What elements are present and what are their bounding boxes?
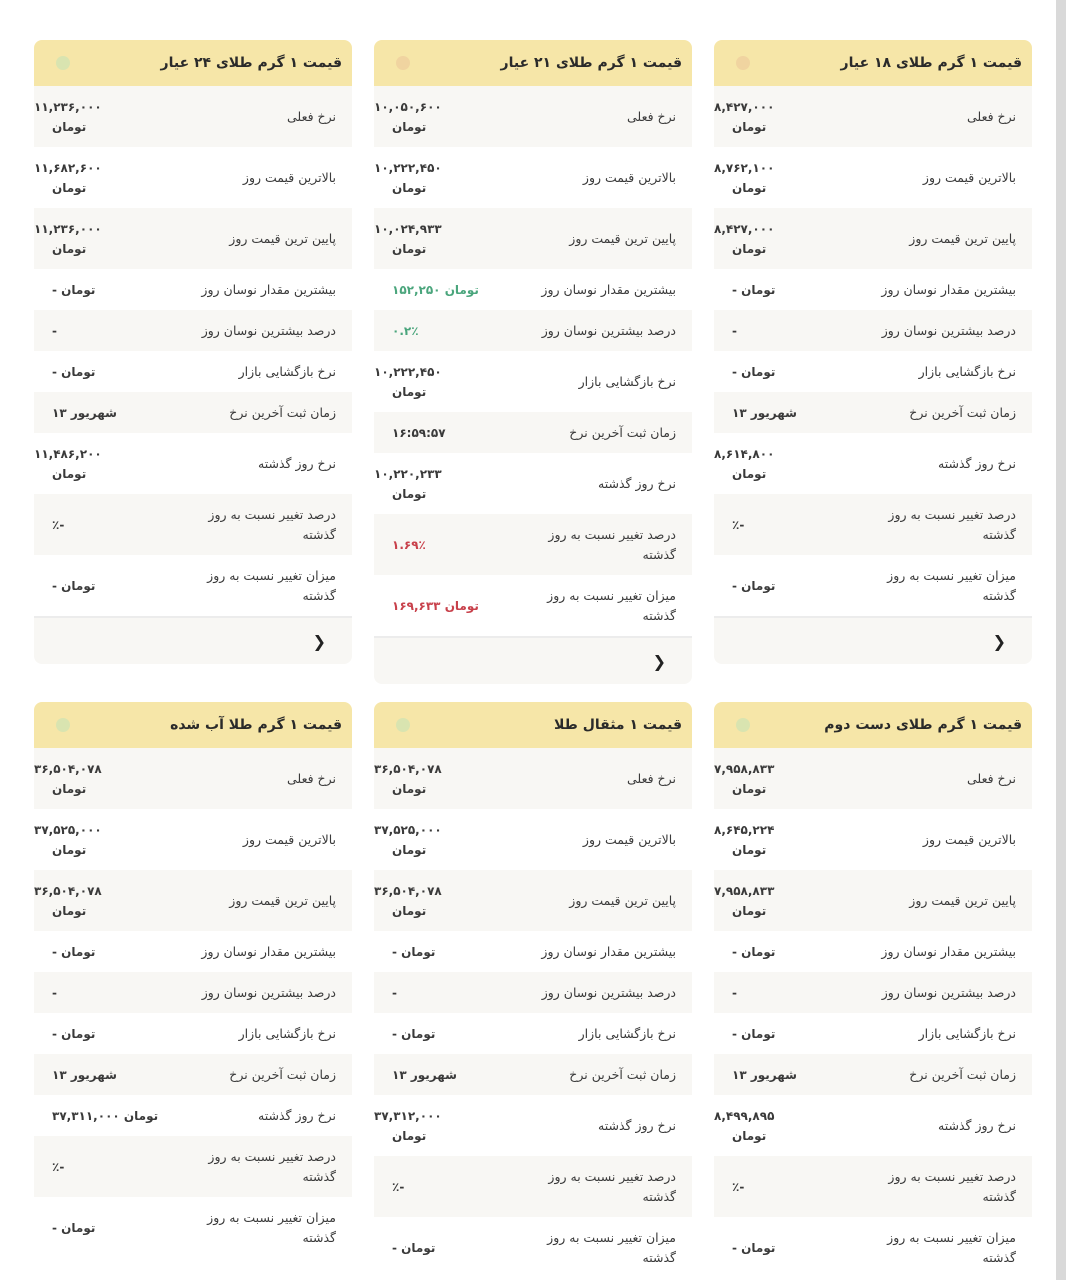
row-label: میزان تغییر نسبت به روز گذشته bbox=[207, 567, 336, 603]
table-row bbox=[714, 1095, 1032, 1156]
price-number: ۸,۴۲۷,۰۰۰ bbox=[714, 99, 775, 114]
row-label: بالاترین قیمت روز bbox=[922, 169, 1016, 185]
table-row bbox=[714, 1217, 1032, 1278]
row-value: - تومان bbox=[732, 944, 776, 959]
price-number: ۱۱,۴۸۶,۲۰۰ bbox=[34, 446, 102, 461]
price-number: ۸,۶۴۵,۲۲۴ bbox=[714, 822, 775, 837]
table-row bbox=[714, 86, 1032, 147]
currency-label: تومان bbox=[732, 903, 767, 918]
table-row bbox=[34, 870, 352, 931]
row-value: - bbox=[732, 323, 737, 338]
table-row bbox=[374, 1013, 692, 1054]
status-dot-icon bbox=[56, 718, 70, 732]
row-label: زمان ثبت آخرین نرخ bbox=[229, 404, 336, 420]
price-card bbox=[374, 702, 692, 1278]
row-label: درصد بیشترین نوسان روز bbox=[201, 984, 336, 1000]
price-rows bbox=[714, 86, 1032, 616]
row-label: میزان تغییر نسبت به روز گذشته bbox=[207, 1209, 336, 1245]
row-label: نرخ روز گذشته bbox=[938, 455, 1016, 471]
row-label: بیشترین مقدار نوسان روز bbox=[881, 943, 1016, 959]
row-label: زمان ثبت آخرین نرخ bbox=[909, 1066, 1016, 1082]
price-number: ۱۰,۲۲۲,۴۵۰ bbox=[374, 364, 442, 379]
table-row bbox=[374, 412, 692, 453]
row-label: نرخ روز گذشته bbox=[598, 1117, 676, 1133]
row-value: ۰.۲٪ bbox=[392, 323, 419, 338]
row-label: درصد تغییر نسبت به روز گذشته bbox=[208, 1148, 336, 1184]
table-row bbox=[374, 269, 692, 310]
row-value: ۱۳ شهریور bbox=[732, 1067, 797, 1082]
card-title: قیمت ۱ گرم طلای ۱۸ عیار bbox=[840, 55, 1022, 71]
card-title: قیمت ۱ گرم طلا آب شده bbox=[170, 717, 342, 733]
currency-label: تومان bbox=[732, 466, 767, 481]
table-row bbox=[714, 809, 1032, 870]
row-value bbox=[34, 219, 164, 259]
row-value: - bbox=[52, 985, 57, 1000]
row-label: درصد بیشترین نوسان روز bbox=[541, 322, 676, 338]
table-row bbox=[34, 208, 352, 269]
row-label: درصد تغییر نسبت به روز گذشته bbox=[888, 506, 1016, 542]
currency-label: تومان bbox=[392, 119, 427, 134]
currency-label: تومان bbox=[732, 842, 767, 857]
row-value: - bbox=[52, 323, 57, 338]
row-value bbox=[714, 759, 844, 799]
row-label: پایین ترین قیمت روز bbox=[229, 892, 336, 908]
row-label: درصد تغییر نسبت به روز گذشته bbox=[888, 1168, 1016, 1204]
row-label: نرخ فعلی bbox=[627, 108, 676, 124]
card-header bbox=[34, 702, 352, 748]
row-value bbox=[714, 219, 844, 259]
row-label: نرخ روز گذشته bbox=[598, 475, 676, 491]
row-value bbox=[374, 158, 504, 198]
currency-label: تومان bbox=[52, 903, 87, 918]
table-row bbox=[714, 392, 1032, 433]
currency-label: تومان bbox=[52, 119, 87, 134]
row-label: نرخ روز گذشته bbox=[258, 1107, 336, 1123]
row-value: - تومان bbox=[52, 578, 96, 593]
row-value: ٪- bbox=[732, 517, 745, 532]
price-number: ۱۰,۲۲۲,۴۵۰ bbox=[374, 160, 442, 175]
row-value bbox=[34, 97, 164, 137]
status-dot-icon bbox=[396, 56, 410, 70]
row-value: - تومان bbox=[52, 364, 96, 379]
card-title: قیمت ۱ گرم طلای دست دوم bbox=[824, 717, 1022, 733]
table-row bbox=[714, 748, 1032, 809]
row-label: بیشترین مقدار نوسان روز bbox=[541, 281, 676, 297]
table-row bbox=[374, 809, 692, 870]
table-row bbox=[374, 147, 692, 208]
table-row bbox=[34, 147, 352, 208]
currency-label: تومان bbox=[52, 466, 87, 481]
row-value: - تومان bbox=[732, 282, 776, 297]
card-title: قیمت ۱ گرم طلای ۲۴ عیار bbox=[160, 55, 342, 71]
table-row bbox=[714, 870, 1032, 931]
row-label: درصد تغییر نسبت به روز گذشته bbox=[208, 506, 336, 542]
price-rows bbox=[374, 86, 692, 636]
table-row bbox=[714, 494, 1032, 555]
table-row bbox=[374, 972, 692, 1013]
row-label: درصد بیشترین نوسان روز bbox=[881, 984, 1016, 1000]
table-row bbox=[714, 147, 1032, 208]
table-row bbox=[714, 555, 1032, 616]
card-footer bbox=[714, 616, 1032, 664]
row-label: بیشترین مقدار نوسان روز bbox=[201, 281, 336, 297]
row-value: - تومان bbox=[52, 282, 96, 297]
price-number: ۱۱,۶۸۲,۶۰۰ bbox=[34, 160, 102, 175]
row-label: پایین ترین قیمت روز bbox=[569, 892, 676, 908]
row-label: زمان ثبت آخرین نرخ bbox=[569, 1066, 676, 1082]
table-row bbox=[374, 1217, 692, 1278]
price-rows bbox=[374, 748, 692, 1278]
row-label: درصد بیشترین نوسان روز bbox=[881, 322, 1016, 338]
table-row bbox=[34, 748, 352, 809]
table-row bbox=[714, 972, 1032, 1013]
row-label: نرخ روز گذشته bbox=[938, 1117, 1016, 1133]
table-row bbox=[374, 931, 692, 972]
currency-label: تومان bbox=[392, 781, 427, 796]
row-value: ٪- bbox=[52, 1159, 65, 1174]
row-value: - تومان bbox=[392, 1240, 436, 1255]
row-label: نرخ بازگشایی بازار bbox=[238, 1025, 336, 1041]
table-row bbox=[374, 514, 692, 575]
price-number: ۳۶,۵۰۴,۰۷۸ bbox=[374, 883, 442, 898]
currency-label: تومان bbox=[732, 241, 767, 256]
row-label: نرخ بازگشایی بازار bbox=[578, 1025, 676, 1041]
row-value: ٪- bbox=[732, 1179, 745, 1194]
row-value bbox=[374, 97, 504, 137]
table-row bbox=[34, 1197, 352, 1258]
row-value: ۱۳ شهریور bbox=[52, 405, 117, 420]
currency-label: تومان bbox=[392, 486, 427, 501]
card-header bbox=[714, 40, 1032, 86]
card-footer bbox=[374, 636, 692, 684]
price-number: ۳۶,۵۰۴,۰۷۸ bbox=[374, 761, 442, 776]
row-label: زمان ثبت آخرین نرخ bbox=[909, 404, 1016, 420]
status-dot-icon bbox=[56, 56, 70, 70]
card-title: قیمت ۱ گرم طلای ۲۱ عیار bbox=[500, 55, 682, 71]
row-label: نرخ فعلی bbox=[287, 108, 336, 124]
row-value: - تومان bbox=[732, 1240, 776, 1255]
row-value: ٪- bbox=[392, 1179, 405, 1194]
currency-label: تومان bbox=[52, 842, 87, 857]
table-row bbox=[714, 1156, 1032, 1217]
price-card bbox=[714, 702, 1032, 1278]
page-scrollbar[interactable] bbox=[1056, 0, 1066, 1280]
chevron-left-icon[interactable]: ❮ bbox=[312, 631, 326, 651]
row-value bbox=[34, 444, 164, 484]
card-header bbox=[714, 702, 1032, 748]
row-label: بیشترین مقدار نوسان روز bbox=[541, 943, 676, 959]
table-row bbox=[34, 1013, 352, 1054]
row-value bbox=[374, 219, 504, 259]
table-row bbox=[34, 1095, 352, 1136]
table-row bbox=[374, 1156, 692, 1217]
row-label: نرخ فعلی bbox=[287, 770, 336, 786]
card-footer bbox=[34, 616, 352, 664]
row-value bbox=[374, 362, 504, 402]
price-number: ۳۷,۵۲۵,۰۰۰ bbox=[34, 822, 102, 837]
table-row bbox=[34, 1136, 352, 1197]
table-row bbox=[34, 1054, 352, 1095]
table-row bbox=[714, 1013, 1032, 1054]
price-card bbox=[374, 40, 692, 684]
row-label: میزان تغییر نسبت به روز گذشته bbox=[887, 567, 1016, 603]
row-label: درصد تغییر نسبت به روز گذشته bbox=[548, 1168, 676, 1204]
currency-label: تومان bbox=[392, 241, 427, 256]
status-dot-icon bbox=[736, 56, 750, 70]
row-label: نرخ بازگشایی بازار bbox=[918, 1025, 1016, 1041]
row-value bbox=[34, 881, 164, 921]
table-row bbox=[374, 575, 692, 636]
row-label: بالاترین قیمت روز bbox=[242, 831, 336, 847]
row-value: - تومان bbox=[392, 944, 436, 959]
card-header bbox=[374, 40, 692, 86]
currency-label: تومان bbox=[732, 781, 767, 796]
row-label: پایین ترین قیمت روز bbox=[569, 230, 676, 246]
currency-label: تومان bbox=[52, 180, 87, 195]
row-value bbox=[714, 820, 844, 860]
price-number: ۸,۷۶۲,۱۰۰ bbox=[714, 160, 775, 175]
row-value bbox=[714, 158, 844, 198]
row-label: نرخ بازگشایی بازار bbox=[238, 363, 336, 379]
currency-label: تومان bbox=[392, 384, 427, 399]
price-number: ۸,۴۹۹,۸۹۵ bbox=[714, 1108, 775, 1123]
row-value: - تومان bbox=[732, 578, 776, 593]
table-row bbox=[34, 310, 352, 351]
row-label: درصد بیشترین نوسان روز bbox=[541, 984, 676, 1000]
table-row bbox=[714, 1054, 1032, 1095]
price-number: ۸,۶۱۴,۸۰۰ bbox=[714, 446, 775, 461]
price-number: ۷,۹۵۸,۸۳۳ bbox=[714, 761, 775, 776]
row-label: بالاترین قیمت روز bbox=[242, 169, 336, 185]
row-value bbox=[374, 759, 504, 799]
row-value bbox=[374, 464, 504, 504]
currency-label: تومان bbox=[732, 119, 767, 134]
row-label: نرخ فعلی bbox=[627, 770, 676, 786]
table-row bbox=[714, 310, 1032, 351]
price-number: ۱۰,۰۲۴,۹۳۳ bbox=[374, 221, 442, 236]
row-label: میزان تغییر نسبت به روز گذشته bbox=[887, 1229, 1016, 1265]
card-header bbox=[34, 40, 352, 86]
status-dot-icon bbox=[396, 718, 410, 732]
price-rows bbox=[34, 748, 352, 1258]
row-value: ۱۶:۵۹:۵۷ bbox=[392, 425, 446, 440]
row-label: بالاترین قیمت روز bbox=[582, 831, 676, 847]
price-number: ۱۰,۲۲۰,۲۳۳ bbox=[374, 466, 442, 481]
table-row bbox=[34, 555, 352, 616]
table-row bbox=[34, 931, 352, 972]
chevron-left-icon[interactable]: ❮ bbox=[992, 631, 1006, 651]
row-value bbox=[34, 759, 164, 799]
status-dot-icon bbox=[736, 718, 750, 732]
row-value bbox=[714, 1106, 844, 1146]
price-card bbox=[714, 40, 1032, 664]
row-value: - تومان bbox=[732, 364, 776, 379]
table-row bbox=[34, 86, 352, 147]
price-number: ۳۷,۳۱۲,۰۰۰ bbox=[374, 1108, 442, 1123]
row-label: نرخ بازگشایی بازار bbox=[578, 373, 676, 389]
currency-label: تومان bbox=[52, 781, 87, 796]
table-row bbox=[34, 392, 352, 433]
price-rows bbox=[34, 86, 352, 616]
price-number: ۳۶,۵۰۴,۰۷۸ bbox=[34, 761, 102, 776]
row-value: - تومان bbox=[732, 1026, 776, 1041]
row-value: - تومان bbox=[52, 1026, 96, 1041]
table-row bbox=[714, 433, 1032, 494]
table-row bbox=[374, 351, 692, 412]
card-title: قیمت ۱ مثقال طلا bbox=[554, 717, 682, 733]
row-value: - تومان bbox=[52, 1220, 96, 1235]
chevron-left-icon[interactable]: ❮ bbox=[652, 651, 666, 671]
price-number: ۸,۴۲۷,۰۰۰ bbox=[714, 221, 775, 236]
table-row bbox=[374, 86, 692, 147]
row-label: نرخ فعلی bbox=[967, 108, 1016, 124]
price-number: ۳۷,۵۲۵,۰۰۰ bbox=[374, 822, 442, 837]
row-value: ۱۳ شهریور bbox=[52, 1067, 117, 1082]
row-value bbox=[714, 97, 844, 137]
currency-label: تومان bbox=[392, 842, 427, 857]
row-label: نرخ روز گذشته bbox=[258, 455, 336, 471]
price-card bbox=[34, 702, 352, 1258]
row-value: ۱۳ شهریور bbox=[392, 1067, 457, 1082]
row-label: پایین ترین قیمت روز bbox=[909, 892, 1016, 908]
table-row bbox=[714, 208, 1032, 269]
row-value: ۱۶۹,۶۳۳ تومان bbox=[392, 598, 479, 613]
table-row bbox=[374, 208, 692, 269]
table-row bbox=[34, 972, 352, 1013]
row-label: درصد بیشترین نوسان روز bbox=[201, 322, 336, 338]
table-row bbox=[374, 453, 692, 514]
row-value: ۳۷,۳۱۱,۰۰۰ تومان bbox=[52, 1108, 159, 1123]
currency-label: تومان bbox=[732, 1128, 767, 1143]
row-value: ٪- bbox=[52, 517, 65, 532]
row-label: پایین ترین قیمت روز bbox=[909, 230, 1016, 246]
row-value bbox=[714, 444, 844, 484]
card-header bbox=[374, 702, 692, 748]
table-row bbox=[374, 1095, 692, 1156]
row-label: زمان ثبت آخرین نرخ bbox=[229, 1066, 336, 1082]
row-label: نرخ بازگشایی بازار bbox=[918, 363, 1016, 379]
price-card bbox=[34, 40, 352, 664]
price-number: ۱۱,۲۳۶,۰۰۰ bbox=[34, 99, 102, 114]
row-value: ۱.۶۹٪ bbox=[392, 537, 426, 552]
currency-label: تومان bbox=[392, 1128, 427, 1143]
price-number: ۱۰,۰۵۰,۶۰۰ bbox=[374, 99, 442, 114]
table-row bbox=[374, 310, 692, 351]
row-value: ۱۵۲,۲۵۰ تومان bbox=[392, 282, 479, 297]
currency-label: تومان bbox=[392, 180, 427, 195]
row-label: بیشترین مقدار نوسان روز bbox=[201, 943, 336, 959]
row-value bbox=[374, 820, 504, 860]
price-number: ۷,۹۵۸,۸۳۳ bbox=[714, 883, 775, 898]
table-row bbox=[34, 494, 352, 555]
row-label: پایین ترین قیمت روز bbox=[229, 230, 336, 246]
row-value: - bbox=[732, 985, 737, 1000]
row-label: بالاترین قیمت روز bbox=[582, 169, 676, 185]
row-value bbox=[714, 881, 844, 921]
currency-label: تومان bbox=[392, 903, 427, 918]
row-value: ۱۳ شهریور bbox=[732, 405, 797, 420]
price-number: ۳۶,۵۰۴,۰۷۸ bbox=[34, 883, 102, 898]
table-row bbox=[374, 870, 692, 931]
gold-price-cards-grid bbox=[34, 40, 1032, 1278]
price-rows bbox=[714, 748, 1032, 1278]
row-label: درصد تغییر نسبت به روز گذشته bbox=[548, 526, 676, 562]
table-row bbox=[374, 748, 692, 809]
table-row bbox=[714, 269, 1032, 310]
table-row bbox=[34, 809, 352, 870]
row-value: - تومان bbox=[52, 944, 96, 959]
price-number: ۱۱,۲۳۶,۰۰۰ bbox=[34, 221, 102, 236]
table-row bbox=[714, 351, 1032, 392]
row-value: - bbox=[392, 985, 397, 1000]
table-row bbox=[714, 931, 1032, 972]
row-value bbox=[34, 158, 164, 198]
row-label: زمان ثبت آخرین نرخ bbox=[569, 424, 676, 440]
table-row bbox=[374, 1054, 692, 1095]
row-label: بیشترین مقدار نوسان روز bbox=[881, 281, 1016, 297]
row-label: نرخ فعلی bbox=[967, 770, 1016, 786]
row-label: میزان تغییر نسبت به روز گذشته bbox=[547, 1229, 676, 1265]
currency-label: تومان bbox=[732, 180, 767, 195]
table-row bbox=[34, 433, 352, 494]
table-row bbox=[34, 351, 352, 392]
row-value bbox=[374, 1106, 504, 1146]
row-label: میزان تغییر نسبت به روز گذشته bbox=[547, 587, 676, 623]
table-row bbox=[34, 269, 352, 310]
currency-label: تومان bbox=[52, 241, 87, 256]
row-value: - تومان bbox=[392, 1026, 436, 1041]
row-value bbox=[374, 881, 504, 921]
row-value bbox=[34, 820, 164, 860]
row-label: بالاترین قیمت روز bbox=[922, 831, 1016, 847]
